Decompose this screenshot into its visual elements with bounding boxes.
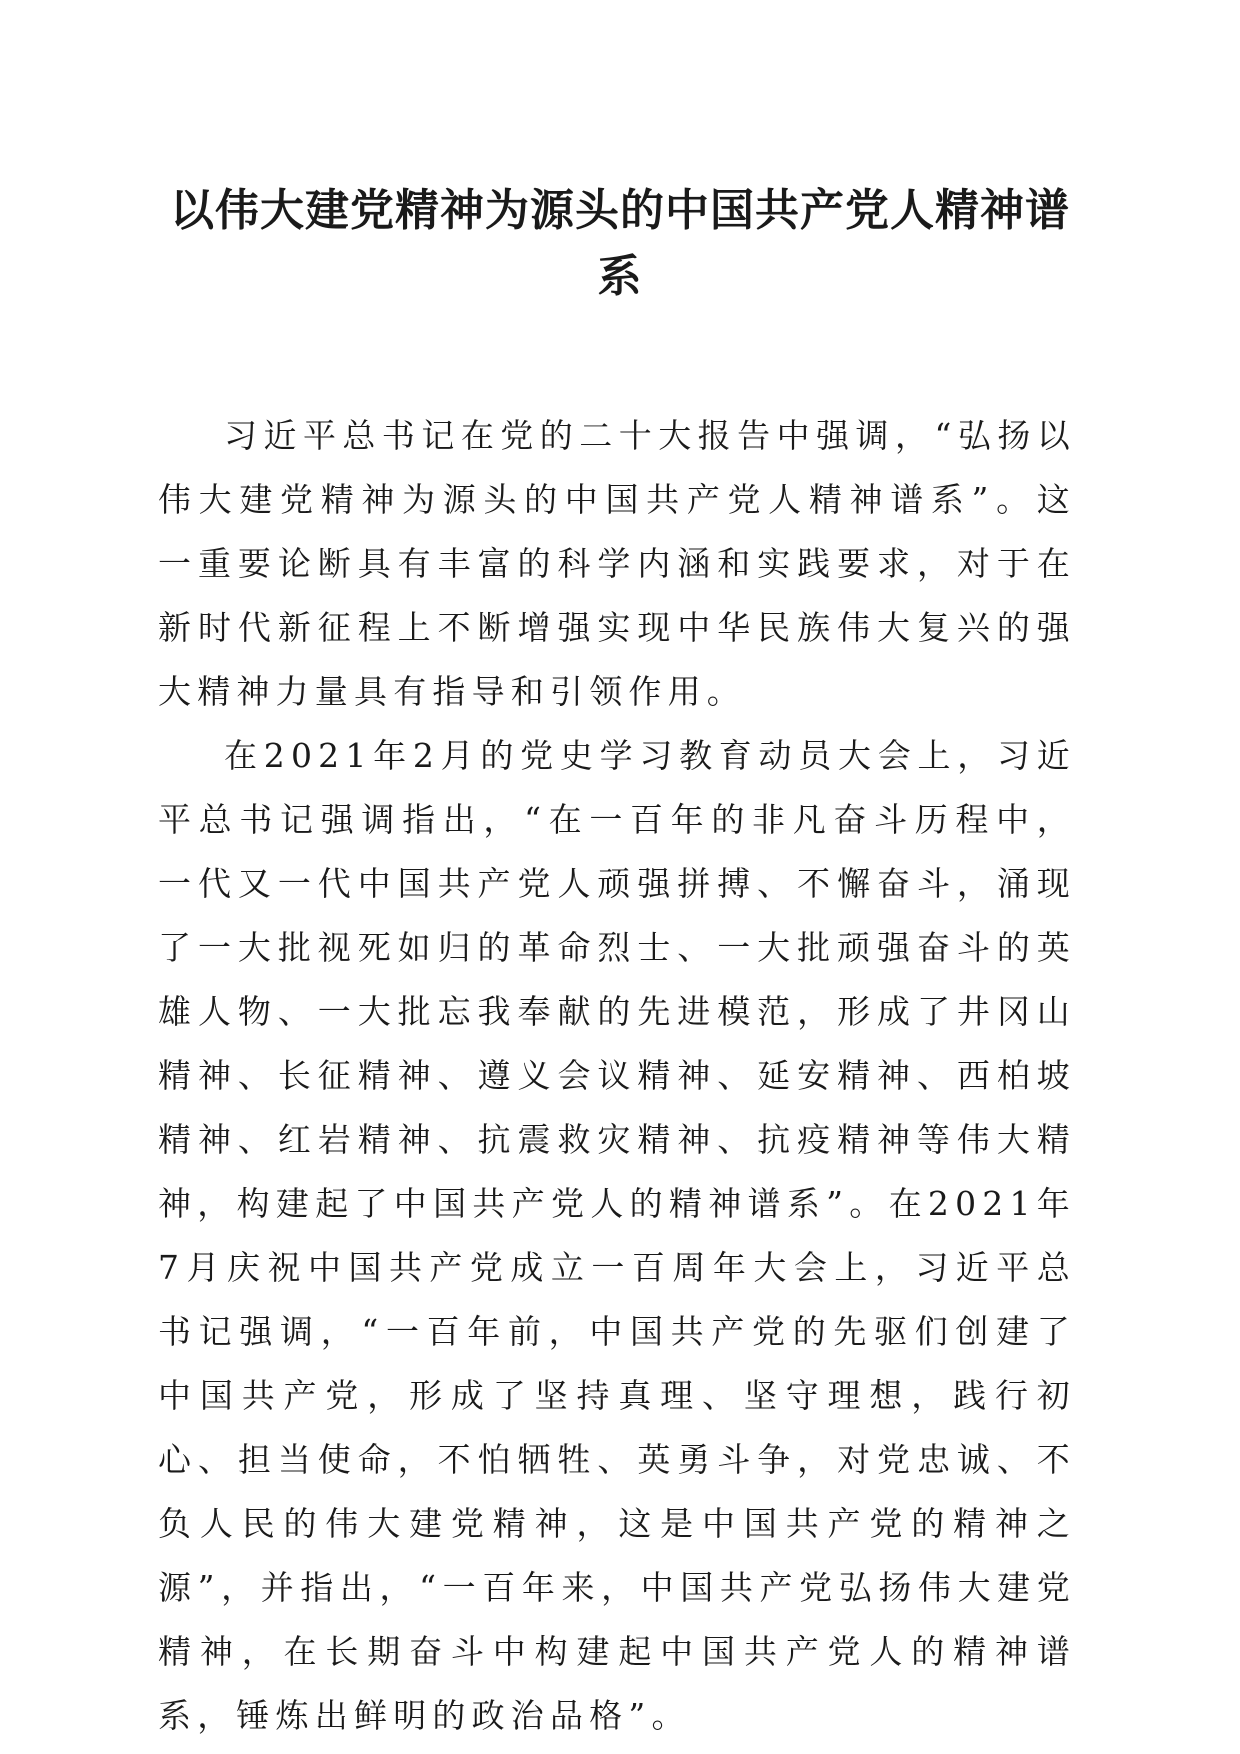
document-title: 以伟大建党精神为源头的中国共产党人精神谱系 [170,185,1070,302]
paragraph-2: 在2021年2月的党史学习教育动员大会上，习近平总书记强调指出，“在一百年的非凡奋斗历程中，一代又一代中国共产党人顽强拼搏、不懈奋斗，涌现了一大批视死如归的革命烈士、一大批顽强奋斗的英雄人物、一大批忘我奉献的先进模范，形成了井冈山精神、长征精神、遵义会议精神、延安精神、西柏坡精神、红岩精神、抗震救灾精神、抗疫精神等伟大精神，构建起了中国共产党人的精神谱系”。在2021年7月庆祝中国共产党成立一百周年大会上，习近平总书记强调，“一百年前，中国共产党的先驱们创建了中国共产党，形成了坚持真理、坚守理想，践行初心、担当使命，不怕牺牲、英勇斗争，对党忠诚、不负人民的伟大建党精神，这是中国共产党的精神之源”，并指出，“一百年来，中国共产党弘扬伟大建党精神，在长期奋斗中构建起中国共产党人的精神谱系，锤炼出鲜明的政治品格”。 [158,736,1076,1735]
paragraph-1: 习近平总书记在党的二十大报告中强调，“弘扬以伟大建党精神为源头的中国共产党人精神谱系”。这一重要论断具有丰富的科学内涵和实践要求，对于在新时代新征程上不断增强实现中华民族伟大复兴的强大精神力量具有指导和引领作用。 [158,416,1076,711]
document-body [158,404,1076,1748]
